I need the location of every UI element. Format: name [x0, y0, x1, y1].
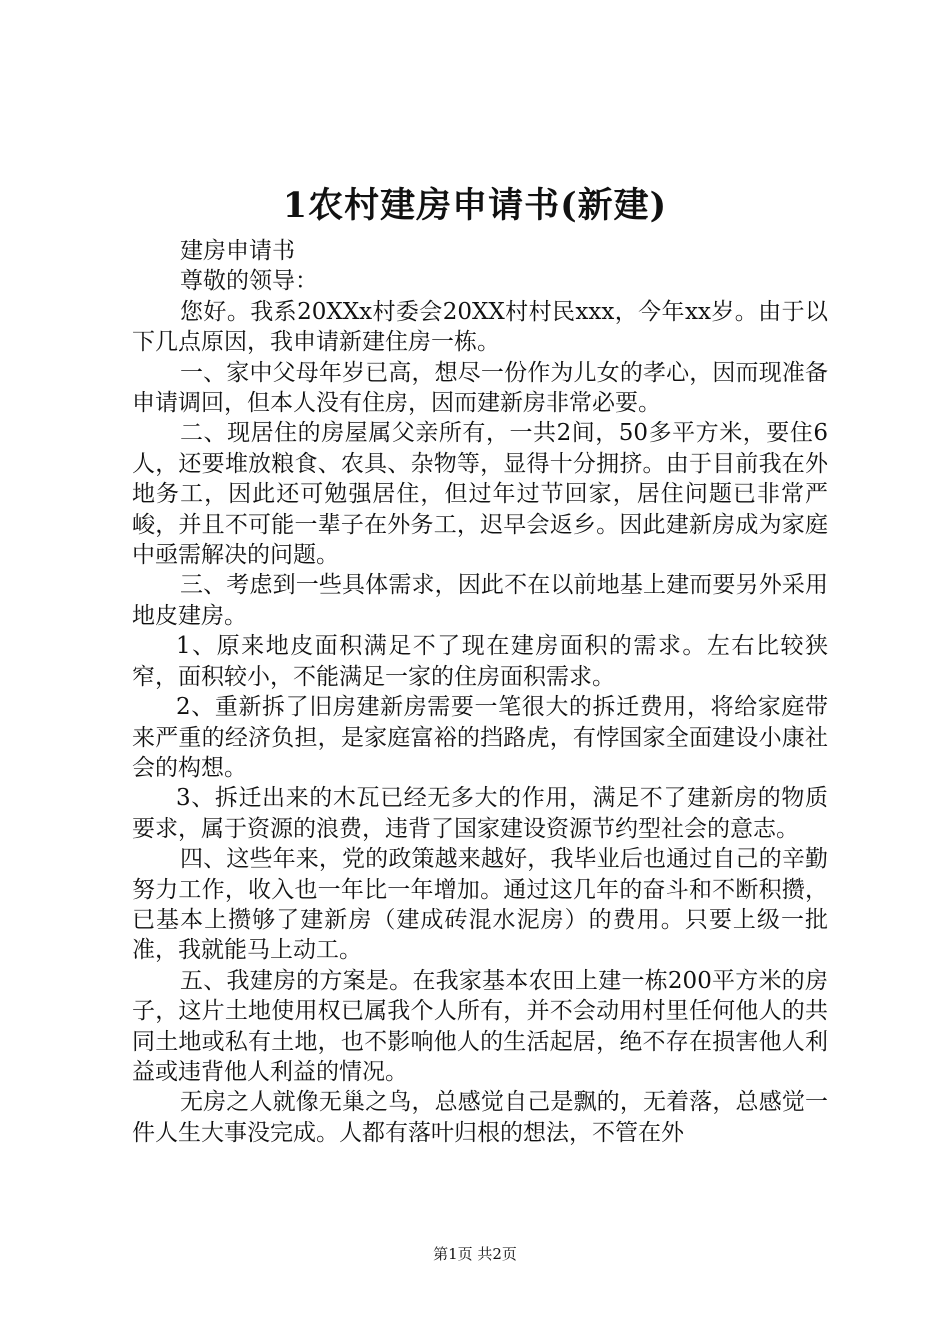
- paragraph-heading: 建房申请书: [180, 238, 295, 264]
- document-title: 1农村建房申请书(新建): [282, 185, 668, 226]
- paragraph-reason-3: 三、考虑到一些具体需求，因此不在以前地基上建而要另外采用地皮建房。: [132, 572, 828, 629]
- paragraph-intro: 您好。我系20XXx村委会20XX村村民xxx，今年xx岁。由于以下几点原因，我申请新建住房一栋。: [132, 298, 828, 356]
- paragraph-reason-2: 二、现居住的房屋属父亲所有，一共2间，50多平方米，要住6人，还要堆放粮食、农具、杂物等，显得十分拥挤。由于目前我在外地务工，因此还可勉强居住，但过年过节回家，居住问题已非常严峻，并且不可能一辈子在外务工，迟早会返乡。因此建新房成为家庭中亟需解决的问题。: [132, 420, 828, 569]
- paragraph-reason-5: 五、我建房的方案是。在我家基本农田上建一栋200平方米的房子，这片土地使用权已属我个人所有，并不会动用村里任何他人的共同土地或私有土地，也不影响他人的生活起居，绝不存在损害他人利益或违背他人利益的情况。: [132, 967, 828, 1085]
- paragraph-reason-4: 四、这些年来，党的政策越来越好，我毕业后也通过自己的辛勤努力工作，收入也一年比一年增加。通过这几年的奋斗和不断积攒，已基本上攒够了建新房（建成砖混水泥房）的费用。只要上级一批准，我就能马上动工。: [132, 846, 828, 964]
- paragraph-sub-2: 2、重新拆了旧房建新房需要一笔很大的拆迁费用，将给家庭带来严重的经济负担，是家庭富裕的挡路虎，有悖国家全面建设小康社会的构想。: [132, 694, 828, 781]
- paragraph-closing: 无房之人就像无巢之鸟，总感觉自己是飘的，无着落，总感觉一件人生大事没完成。人都有落叶归根的想法，不管在外: [132, 1089, 828, 1146]
- document-body: [132, 236, 828, 1148]
- paragraph-salutation: 尊敬的领导：: [180, 268, 318, 295]
- paragraph-sub-1: 1、原来地皮面积满足不了现在建房面积的需求。左右比较狭窄，面积较小，不能满足一家的住房面积需求。: [132, 633, 828, 690]
- paragraph-reason-1: 一、家中父母年岁已高，想尽一份作为儿女的孝心，因而现准备申请调回，但本人没有住房，因而建新房非常必要。: [132, 359, 828, 417]
- page-number-footer: 第1页 共2页: [433, 1245, 517, 1263]
- paragraph-sub-3: 3、拆迁出来的木瓦已经无多大的作用，满足不了建新房的物质要求，属于资源的浪费，违背了国家建设资源节约型社会的意志。: [132, 785, 828, 842]
